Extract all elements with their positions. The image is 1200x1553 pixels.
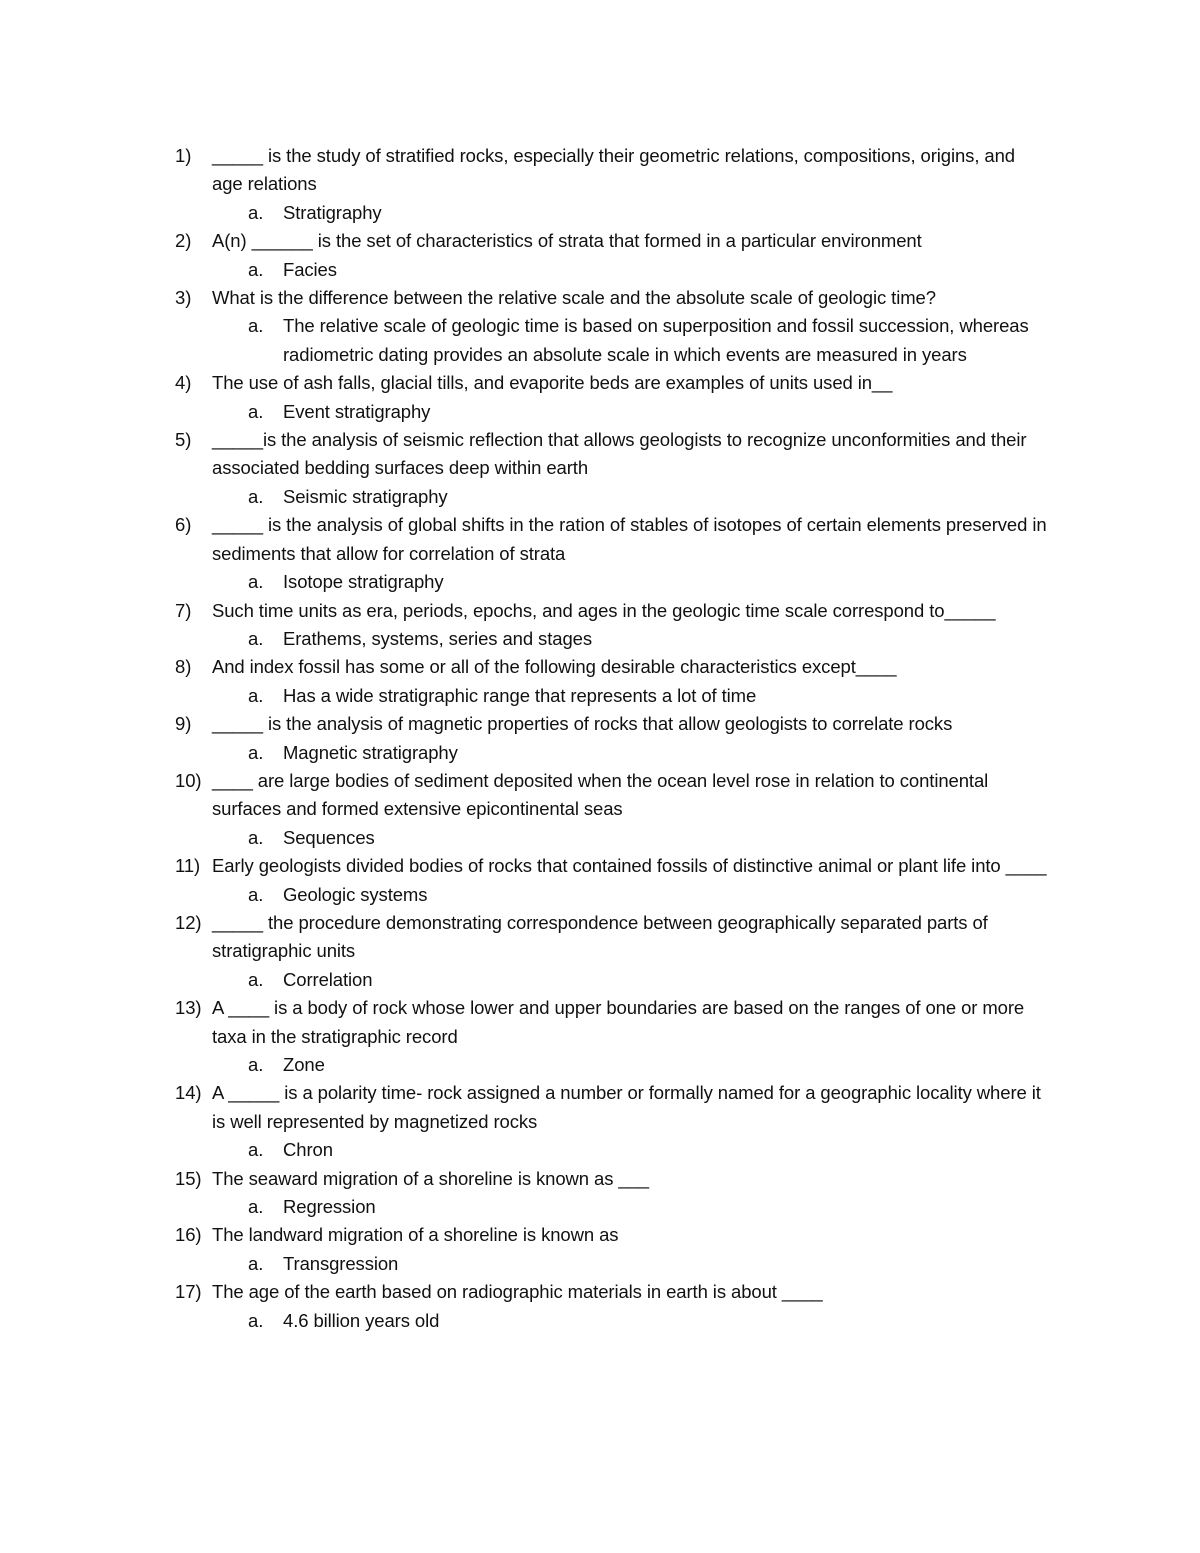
answer-letter: a. <box>248 826 264 848</box>
answer-body: Facies <box>283 258 337 280</box>
question-item <box>0 1278 1200 1335</box>
question-number: 6) <box>175 514 192 536</box>
answer-body: Erathems, systems, series and stages <box>283 627 592 649</box>
question-text <box>0 142 1200 199</box>
answer-letter: a. <box>248 968 264 990</box>
question-item <box>0 909 1200 994</box>
question-item <box>0 227 1200 284</box>
answer-body: Has a wide stratigraphic range that represents a lot of time <box>283 684 757 706</box>
question-body: A(n) ______ is the set of characteristics of strata that formed in a particular environment <box>212 230 922 252</box>
answer-letter: a. <box>248 201 264 223</box>
answer-body: Zone <box>283 1054 325 1075</box>
answer-text <box>0 568 1200 596</box>
question-body: Such time units as era, periods, epochs, and ages in the geologic time scale correspond to_____ <box>212 599 996 621</box>
answer-text <box>0 256 1200 284</box>
answer-body: The relative scale of geologic time is based on superposition and fossil succession, whereas radiometric dating provides an absolute scale in which events are measured in years <box>283 315 1029 365</box>
answer-text <box>0 682 1200 710</box>
question-body: The use of ash falls, glacial tills, and evaporite beds are examples of units used in__ <box>212 372 893 394</box>
answer-text <box>0 1250 1200 1278</box>
answer-body: 4.6 billion years old <box>283 1309 440 1331</box>
answer-letter: a. <box>248 1139 264 1161</box>
answer-letter: a. <box>248 684 264 706</box>
question-number: 7) <box>175 599 192 621</box>
question-number: 15) <box>175 1167 202 1189</box>
question-item <box>0 284 1200 369</box>
question-item <box>0 597 1200 654</box>
answer-text <box>0 1307 1200 1335</box>
answer-body: Event stratigraphy <box>283 400 431 422</box>
answer-letter: a. <box>248 741 264 763</box>
question-item <box>0 1165 1200 1222</box>
question-text <box>0 852 1200 880</box>
question-body: _____ the procedure demonstrating correspondence between geographically separated parts of stratigraphic units <box>212 911 988 962</box>
question-item <box>0 994 1200 1079</box>
question-body: The seaward migration of a shoreline is known as ___ <box>212 1167 649 1189</box>
answer-text <box>0 1193 1200 1221</box>
question-body: And index fossil has some or all of the following desirable characteristics except____ <box>212 656 897 678</box>
question-item <box>0 426 1200 511</box>
question-number: 10) <box>175 769 202 791</box>
answer-text <box>0 398 1200 426</box>
question-number: 4) <box>175 372 192 394</box>
question-body: A ____ is a body of rock whose lower and upper boundaries are based on the ranges of one or more taxa in the stratigraphic record <box>212 997 1025 1047</box>
question-text <box>0 1079 1200 1136</box>
answer-letter: a. <box>248 571 264 593</box>
question-number: 17) <box>175 1281 202 1303</box>
question-body: _____ is the analysis of global shifts in the ration of stables of isotopes of certain elements preserved in sediments that allow for correlation of strata <box>212 514 1047 564</box>
question-text <box>0 994 1200 1051</box>
answer-body: Correlation <box>283 968 373 990</box>
question-text <box>0 597 1200 625</box>
question-text <box>0 1165 1200 1193</box>
question-number: 9) <box>175 713 192 735</box>
answer-text <box>0 739 1200 767</box>
question-text <box>0 653 1200 681</box>
question-text <box>0 710 1200 738</box>
question-item <box>0 653 1200 710</box>
question-text <box>0 1278 1200 1306</box>
question-number: 1) <box>175 145 192 166</box>
question-body: The landward migration of a shoreline is known as <box>212 1224 619 1246</box>
question-text <box>0 1221 1200 1249</box>
answer-body: Magnetic stratigraphy <box>283 741 458 763</box>
question-body: What is the difference between the relative scale and the absolute scale of geologic time? <box>212 287 936 309</box>
answer-text <box>0 824 1200 852</box>
question-text <box>0 284 1200 312</box>
question-item <box>0 710 1200 767</box>
answer-letter: a. <box>248 315 264 337</box>
question-text <box>0 426 1200 483</box>
answer-text <box>0 625 1200 653</box>
question-number: 8) <box>175 656 192 678</box>
answer-letter: a. <box>248 1309 264 1331</box>
answer-letter: a. <box>248 258 264 280</box>
question-item <box>0 1079 1200 1164</box>
question-list <box>0 142 1200 1335</box>
question-body: ____ are large bodies of sediment deposited when the ocean level rose in relation to continental surfaces and formed extensive epicontinental seas <box>212 769 989 820</box>
question-number: 12) <box>175 911 202 933</box>
question-item <box>0 767 1200 852</box>
question-body: _____is the analysis of seismic reflection that allows geologists to recognize unconformities and their associated bedding surfaces deep within earth <box>212 429 1027 479</box>
answer-body: Sequences <box>283 826 375 848</box>
answer-letter: a. <box>248 883 264 905</box>
question-number: 16) <box>175 1224 202 1246</box>
answer-letter: a. <box>248 400 264 422</box>
question-text <box>0 511 1200 568</box>
answer-body: Isotope stratigraphy <box>283 571 444 593</box>
question-text <box>0 767 1200 824</box>
answer-letter: a. <box>248 1252 264 1274</box>
question-body: The age of the earth based on radiographic materials in earth is about ____ <box>212 1281 823 1303</box>
answer-text <box>0 881 1200 909</box>
question-item <box>0 511 1200 596</box>
question-number: 13) <box>175 997 202 1019</box>
question-item <box>0 1221 1200 1278</box>
question-body: _____ is the analysis of magnetic properties of rocks that allow geologists to correlate rocks <box>212 713 953 735</box>
answer-letter: a. <box>248 485 264 507</box>
answer-text <box>0 483 1200 511</box>
answer-letter: a. <box>248 627 264 649</box>
answer-letter: a. <box>248 1054 264 1075</box>
question-text <box>0 369 1200 397</box>
question-item <box>0 852 1200 909</box>
answer-text <box>0 1136 1200 1164</box>
answer-body: Regression <box>283 1196 376 1218</box>
answer-body: Stratigraphy <box>283 201 382 223</box>
question-number: 14) <box>175 1082 202 1104</box>
question-body: A _____ is a polarity time- rock assigned a number or formally named for a geographic locality where it is well represented by magnetized rocks <box>212 1082 1041 1132</box>
answer-body: Seismic stratigraphy <box>283 485 448 507</box>
question-body: Early geologists divided bodies of rocks that contained fossils of distinctive animal or plant life into ____ <box>212 855 1047 877</box>
answer-body: Chron <box>283 1139 333 1161</box>
answer-body: Transgression <box>283 1252 399 1274</box>
question-number: 3) <box>175 287 192 309</box>
question-body: _____ is the study of stratified rocks, especially their geometric relations, compositions, origins, and age relations <box>212 145 1015 195</box>
question-text <box>0 909 1200 966</box>
answer-text <box>0 199 1200 227</box>
answer-text <box>0 966 1200 994</box>
answer-letter: a. <box>248 1196 264 1218</box>
answer-text <box>0 1051 1200 1079</box>
question-item <box>0 142 1200 227</box>
answer-body: Geologic systems <box>283 883 428 905</box>
question-number: 11) <box>175 855 201 877</box>
question-item <box>0 369 1200 426</box>
question-number: 5) <box>175 429 192 451</box>
question-number: 2) <box>175 230 192 252</box>
question-text <box>0 227 1200 255</box>
answer-text <box>0 312 1200 369</box>
